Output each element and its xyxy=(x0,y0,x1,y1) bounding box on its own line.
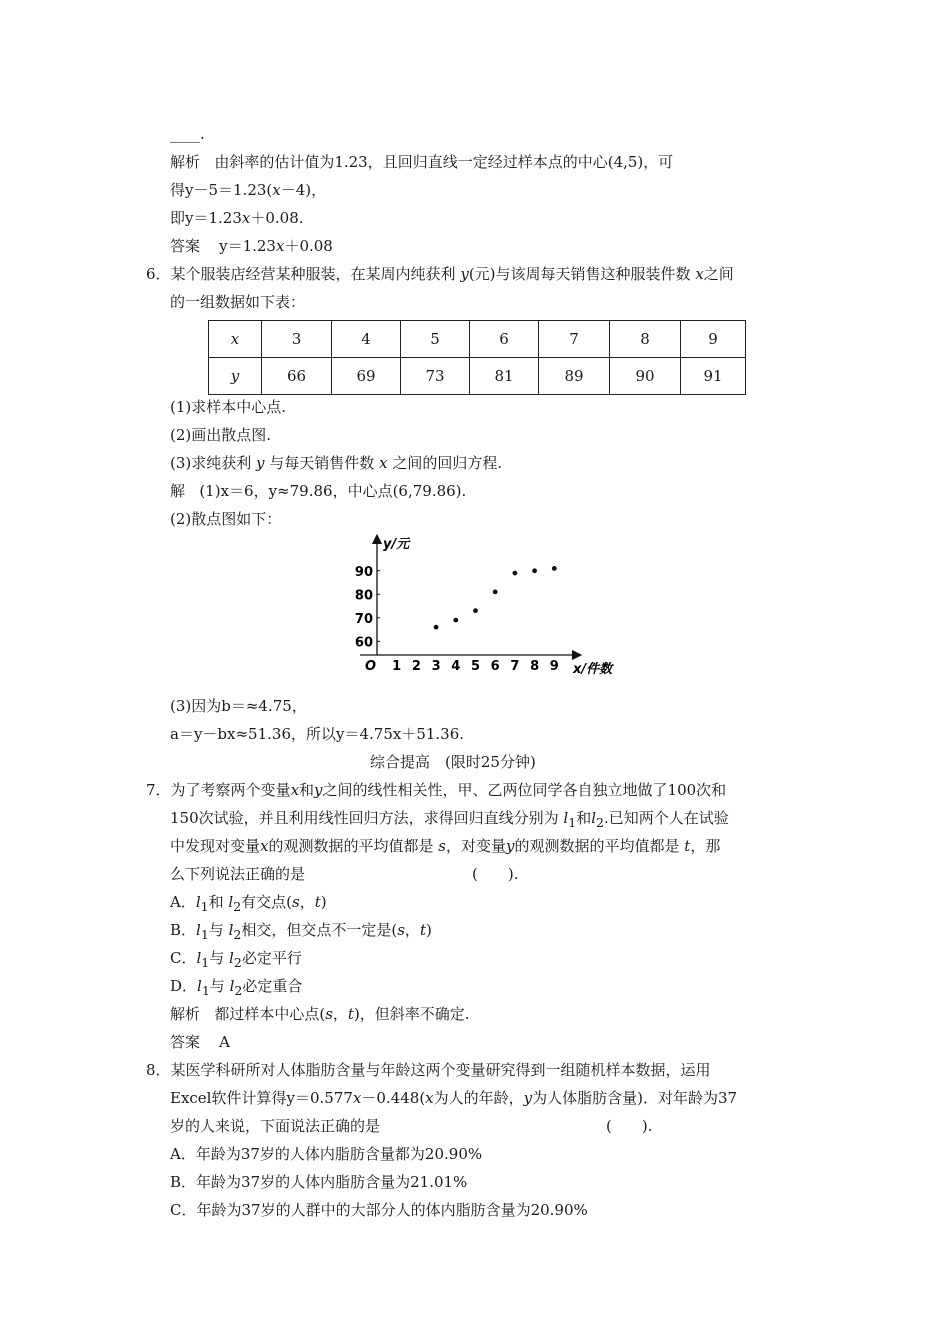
question-number: 7． xyxy=(146,781,171,799)
q8-line-3: 岁的人来说，下面说法正确的是 xyxy=(170,1117,381,1135)
analysis-label: 解析 xyxy=(170,153,201,171)
q8-line-2: Excel软件计算得y＝0.577x－0.448(x为人的年龄，y为人体脂肪含量)．对年龄为37 xyxy=(170,1089,738,1107)
data-point xyxy=(552,566,557,571)
answer-label: 答案 xyxy=(170,1033,201,1051)
q7-line-2: 150次试验，并且利用线性回归方法，求得回归直线分别为 $l_1$和$l_2$.已知两个人在试验 xyxy=(170,809,729,830)
answer-line: 答案 y＝1.23x＋0.08 xyxy=(170,237,333,255)
y-tick-label: 60 xyxy=(355,635,373,651)
solution-line-3: (3)因为b＝≈4.75， xyxy=(170,697,307,715)
x-tick-label: 4 xyxy=(451,659,461,674)
q7-option-c: C．$l_1$与 $l_2$必定平行 xyxy=(170,949,302,970)
table-row xyxy=(209,321,746,358)
table-cell: 6 xyxy=(470,321,539,358)
q7-option-a: A．$l_1$和 $l_2$有交点(s，t) xyxy=(170,893,327,914)
x-tick-label: 2 xyxy=(411,659,421,674)
data-point xyxy=(513,571,518,576)
origin-label: O xyxy=(365,659,377,674)
x-tick-label: 9 xyxy=(549,659,559,674)
table-cell: 9 xyxy=(681,321,746,358)
scatter-plot xyxy=(355,533,630,683)
y-axis-label: y/元 xyxy=(383,537,410,552)
q8-answer-paren: ( ). xyxy=(606,1117,653,1135)
q7-line-1: 7．为了考察两个变量x和y之间的线性相关性，甲、乙两位同学各自独立地做了100次和 xyxy=(146,781,727,799)
q7-analysis: 解析 都过样本中心点(s，t)，但斜率不确定. xyxy=(170,1005,470,1023)
data-point xyxy=(532,568,537,573)
x-tick-label: 6 xyxy=(490,659,500,674)
q7-answer-paren: ( ). xyxy=(472,865,519,883)
analysis-label: 解析 xyxy=(170,1005,201,1023)
q8-line-1: 8．某医学科研所对人体脂肪含量与年龄这两个变量研究得到一组随机样本数据，运用 xyxy=(146,1061,711,1079)
question-number: 6． xyxy=(146,265,171,283)
table-cell: 4 xyxy=(332,321,401,358)
table-cell: 66 xyxy=(262,358,332,395)
analysis-line xyxy=(170,152,673,172)
table-cell: 7 xyxy=(539,321,610,358)
table-cell: 5 xyxy=(401,321,470,358)
question-number: 8． xyxy=(146,1061,171,1079)
table-cell: 3 xyxy=(262,321,332,358)
answer-label: 答案 xyxy=(170,237,201,255)
table-header-x: x xyxy=(209,321,262,358)
analysis-text: 由斜率的估计值为1.23，且回归直线一定经过样本点的中心(4,5)，可 xyxy=(214,153,674,171)
q7-line-4: 么下列说法正确的是 xyxy=(170,865,306,883)
x-tick-label: 1 xyxy=(392,659,402,674)
solution-label: 解 xyxy=(170,482,186,500)
q6-line-2: 的一组数据如下表： xyxy=(170,293,306,311)
table-cell: 89 xyxy=(539,358,610,395)
x-tick-label: 3 xyxy=(431,659,441,674)
data-point xyxy=(493,590,498,595)
step-line-2: 即y＝1.23x＋0.08. xyxy=(170,209,304,227)
section-title: 综合提高 (限时25分钟) xyxy=(370,753,536,771)
table-cell: 90 xyxy=(610,358,681,395)
solution-line-4: a＝y－bx≈51.36，所以y＝4.75x＋51.36. xyxy=(170,725,465,743)
table-cell: 69 xyxy=(332,358,401,395)
solution-line-2: (2)散点图如下： xyxy=(170,510,282,528)
data-point xyxy=(434,625,439,630)
solution-line-1: 解 (1)x＝6，y≈79.86，中心点(6,79.86). xyxy=(170,482,467,500)
y-tick-label: 90 xyxy=(355,564,373,580)
y-tick-label: 70 xyxy=(355,611,373,627)
step-line-1: 得y－5＝1.23(x－4)， xyxy=(170,181,327,199)
x-tick-label: 8 xyxy=(530,659,540,674)
q6-part-1: (1)求样本中心点. xyxy=(170,398,287,416)
q7-option-b: B．$l_1$与 $l_2$相交，但交点不一定是(s，t) xyxy=(170,921,432,942)
x-axis-label: x/件数 xyxy=(573,662,613,677)
q8-option-a: A．年龄为37岁的人体内脂肪含量都为20.90% xyxy=(170,1145,483,1163)
table-cell: 8 xyxy=(610,321,681,358)
table-cell: 73 xyxy=(401,358,470,395)
q8-option-c: C．年龄为37岁的人群中的大部分人的体内脂肪含量为20.90% xyxy=(170,1201,588,1219)
table-header-y: y xyxy=(209,358,262,395)
data-table xyxy=(208,320,746,395)
y-tick-label: 80 xyxy=(355,588,373,604)
table-cell: 81 xyxy=(470,358,539,395)
q6-line-1: 6．某个服装店经营某种服装，在某周内纯获利 y(元)与该周每天销售这种服装件数 x之间 xyxy=(146,265,734,283)
x-tick-label: 5 xyxy=(470,659,481,674)
q8-option-b: B．年龄为37岁的人体内脂肪含量为21.01% xyxy=(170,1173,468,1191)
data-point xyxy=(453,618,458,623)
answer-blank: ____. xyxy=(170,125,205,143)
table-cell: 91 xyxy=(681,358,746,395)
data-point xyxy=(473,608,478,613)
q7-line-3: 中发现对变量x的观测数据的平均值都是 s，对变量y的观测数据的平均值都是 t，那 xyxy=(170,837,721,855)
q7-answer: 答案 A xyxy=(170,1033,230,1051)
q7-option-d: D．$l_1$与 $l_2$必定重合 xyxy=(170,977,303,998)
q6-part-2: (2)画出散点图. xyxy=(170,426,272,444)
table-row xyxy=(209,358,746,395)
x-tick-label: 7 xyxy=(510,659,520,674)
q6-part-3: (3)求纯获利 y 与每天销售件数 x 之间的回归方程. xyxy=(170,454,503,472)
